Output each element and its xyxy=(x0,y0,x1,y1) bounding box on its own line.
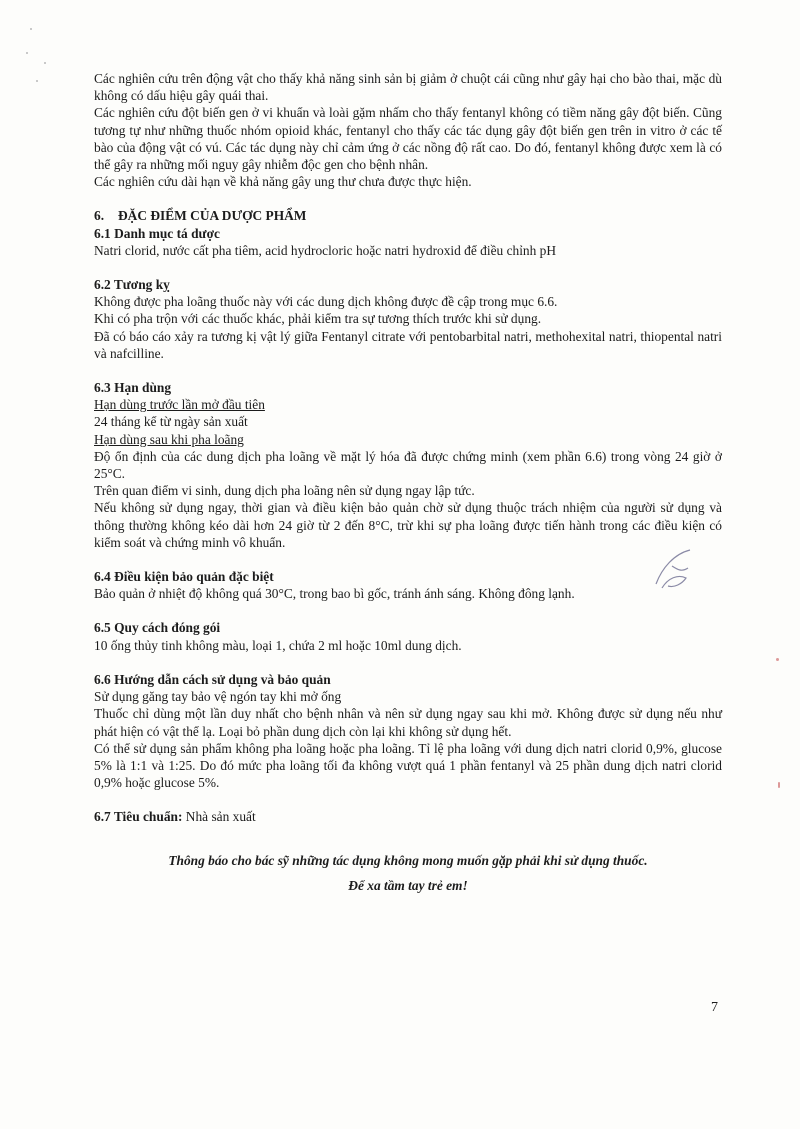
section-heading: 6. ĐẶC ĐIỂM CỦA DƯỢC PHẨM xyxy=(94,208,307,224)
paragraph: Sử dụng găng tay bảo vệ ngón tay khi mở ống xyxy=(94,689,342,705)
paragraph: Độ ổn định của các dung dịch pha loãng về mặt lý hóa đã được chứng minh (xem phần 6.6) trong vòng 24 giờ ở 25°C. xyxy=(94,448,722,482)
underlined-subheading: Hạn dùng trước lần mở đầu tiên xyxy=(94,397,265,413)
paragraph: Natri clorid, nước cất pha tiêm, acid hydrocloric hoặc natri hydroxid để điều chỉnh pH xyxy=(94,242,557,258)
scan-speck xyxy=(44,62,46,64)
paragraph: Các nghiên cứu đột biến gen ở vi khuẩn và loài gặm nhấm cho thấy fentanyl không có tiềm năng gây đột biến. Cũng tương tự như những thuốc nhóm opioid khác, fentanyl cho thấy các tác dụng gây đột biến gen trên in vitro ở các tế bào của động vật có vú. Các tác dụng này chỉ cảm ứng ở các nồng độ rất cao. Do đó, fentanyl không được xem là có thể gây ra những mối nguy gây nhiễm độc gen cho bệnh nhân. xyxy=(94,105,722,173)
notice-line: Thông báo cho bác sỹ những tác dụng không mong muốn gặp phải khi sử dụng thuốc. xyxy=(168,852,648,868)
subsection-heading: 6.2 Tương kỵ xyxy=(94,277,170,293)
paragraph: Bảo quản ở nhiệt độ không quá 30°C, trong bao bì gốc, tránh ánh sáng. Không đông lạnh. xyxy=(94,586,575,602)
paragraph: Thuốc chỉ dùng một lần duy nhất cho bệnh nhân và nên sử dụng ngay sau khi mở. Không được sử dụng nếu như phát hiện có vật thể lạ. Loại bỏ phần dung dịch còn lại khi không sử dụng hết. xyxy=(94,706,722,739)
standard-line: 6.7 Tiêu chuẩn: Nhà sản xuất xyxy=(94,809,256,825)
underlined-subheading: Hạn dùng sau khi pha loãng xyxy=(94,431,244,447)
paragraph: Đã có báo cáo xảy ra tương kị vật lý giữa Fentanyl citrate với pentobarbital natri, methohexital natri, thiopental natri và nafcilline. xyxy=(94,328,722,361)
page-number: 7 xyxy=(711,1000,718,1015)
subsection-heading: 6.1 Danh mục tá dược xyxy=(94,225,220,241)
paragraph: Không được pha loãng thuốc này với các dung dịch không được đề cập trong mục 6.6. xyxy=(94,294,558,310)
scan-speck xyxy=(36,80,38,82)
paragraph: Có thể sử dụng sản phẩm không pha loãng hoặc pha loãng. Tỉ lệ pha loãng với dung dịch natri clorid 0,9%, glucose 5% là 1:1 và 1:25. Do đó mức pha loãng tối đa không vượt quá 1 phần fentanyl và 25 phần dung dịch natri clorid 0,9% hoặc glucose 5%. xyxy=(94,740,722,791)
notice-block xyxy=(94,848,722,898)
paragraph: Các nghiên cứu trên động vật cho thấy khả năng sinh sản bị giảm ở chuột cái cũng như gây hại cho bào thai, mặc dù không có dấu hiệu gây quái thai. xyxy=(94,71,722,104)
scan-speck xyxy=(30,28,32,30)
paragraph: Trên quan điểm vi sinh, dung dịch pha loãng nên sử dụng ngay lập tức. xyxy=(94,483,475,499)
paragraph: Nếu không sử dụng ngay, thời gian và điều kiện bảo quản chờ sử dụng thuộc trách nhiệm của người sử dụng và thông thường không kéo dài hơn 24 giờ từ 2 đến 8°C, trừ khi sự pha loãng được tiến hành trong các điều kiện có kiểm soát và chứng minh vô khuẩn. xyxy=(94,500,722,550)
paragraph: 10 ống thủy tinh không màu, loại 1, chứa 2 ml hoặc 10ml dung dịch. xyxy=(94,637,462,653)
subsection-heading: 6.5 Quy cách đóng gói xyxy=(94,620,221,636)
subsection-heading: 6.3 Hạn dùng xyxy=(94,380,172,396)
scan-speck xyxy=(26,52,28,54)
notice-line: Để xa tầm tay trẻ em! xyxy=(348,877,468,893)
paragraph: Khi có pha trộn với các thuốc khác, phải kiểm tra sự tương thích trước khi sử dụng. xyxy=(94,311,542,327)
scan-speck xyxy=(776,658,779,661)
paragraph: 24 tháng kể từ ngày sản xuất xyxy=(94,414,248,430)
subsection-heading: 6.6 Hướng dẫn cách sử dụng và bảo quản xyxy=(94,671,331,687)
paragraph: Các nghiên cứu dài hạn về khả năng gây ung thư chưa được thực hiện. xyxy=(94,174,472,190)
document-page xyxy=(94,70,722,898)
subsection-heading: 6.4 Điều kiện bảo quản đặc biệt xyxy=(94,569,274,585)
scan-speck xyxy=(778,782,780,788)
